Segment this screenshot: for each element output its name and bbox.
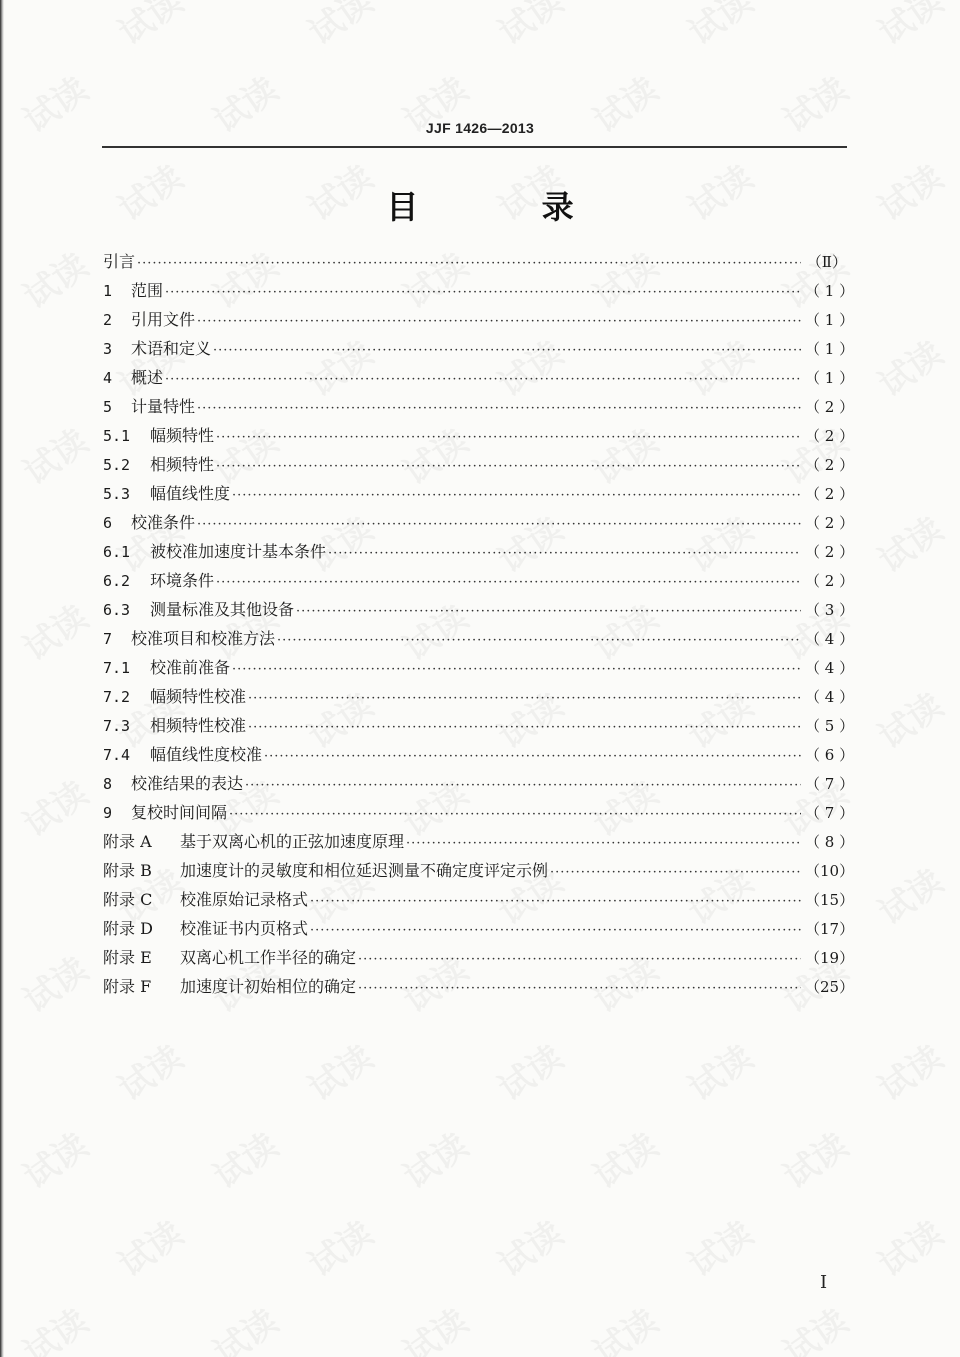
toc-entry[interactable] [103,626,855,655]
toc-entry-page: （ 6 ） [805,746,855,764]
toc-entry-title: 幅值线性度校准 [150,745,263,764]
dot-leader [358,981,801,996]
toc-entry-number: 8 [103,775,113,793]
toc-entry-page: （ 3 ） [805,601,855,619]
toc-entry-page: （ 7 ） [805,804,855,822]
dot-leader [248,720,801,735]
toc-entry-number: 7.2 [103,688,131,706]
toc-entry[interactable] [103,655,855,684]
toc-entry-title: 校准项目和校准方法 [131,629,276,648]
toc-entry-title: 复校时间间隔 [131,803,228,822]
toc-entry-title: 范围 [131,281,164,300]
dot-leader [264,749,801,764]
toc-entry[interactable] [103,858,855,887]
toc-entry[interactable] [103,336,855,365]
page-number: I [820,1272,828,1293]
toc-entry-number: 2 [103,311,113,329]
watermark-text [582,1295,666,1357]
toc-entry[interactable] [103,249,847,278]
dot-leader [310,894,801,909]
dot-leader [245,778,801,793]
dot-leader [229,807,801,822]
toc-entry-page: （ 1 ） [805,340,855,358]
dot-leader [358,952,801,967]
watermark-text [297,1031,381,1110]
toc-entry[interactable] [103,829,855,858]
watermark-text [772,1295,856,1357]
watermark-text [297,1207,381,1286]
dot-leader [137,256,801,271]
toc-entry[interactable] [103,452,855,481]
toc-entry-page: （ 2 ） [805,398,855,416]
toc-entry[interactable] [103,539,855,568]
toc-entry-page: （ 2 ） [805,572,855,590]
toc-entry-title: 相频特性 [150,455,215,474]
toc-entry-page: （ 5 ） [805,717,855,735]
watermark-text [867,855,951,934]
watermark-text [677,0,761,54]
dot-leader [248,691,801,706]
toc-entry-title: 校准证书内页格式 [180,919,309,938]
toc-entry-page: （ 2 ） [805,485,855,503]
dot-leader [296,604,801,619]
watermark-text [867,1031,951,1110]
dot-leader [232,488,801,503]
watermark-text [297,0,381,54]
watermark-text [677,1031,761,1110]
toc-entry[interactable] [103,916,855,945]
page-title: 目 录 [386,188,630,226]
dot-leader [277,633,801,648]
toc-entry-page: （ 1 ） [805,282,855,300]
toc-entry-number: 7 [103,630,113,648]
dot-leader [310,923,801,938]
toc-entry-page: （ 2 ） [805,514,855,532]
toc-entry-page: （ 4 ） [805,630,855,648]
dot-leader [216,430,801,445]
dot-leader [197,517,801,532]
toc-entry-number: 6.3 [103,601,131,619]
toc-entry-title: 校准原始记录格式 [180,890,309,909]
watermark-text [202,1295,286,1357]
toc-entry-title: 加速度计初始相位的确定 [180,977,357,996]
toc-entry-title: 概述 [131,368,164,387]
toc-entry-number: 4 [103,369,113,387]
toc-entry-number: 1 [103,282,113,300]
toc-entry-title: 校准条件 [131,513,196,532]
toc-entry[interactable] [103,365,855,394]
dot-leader [213,343,801,358]
toc-entry[interactable] [103,597,855,626]
toc-entry-page: （Ⅱ） [806,253,847,271]
toc-entry-title: 校准前准备 [150,658,231,677]
toc-entry[interactable] [103,887,855,916]
toc-entry-page: （ 8 ） [805,833,855,851]
toc-entry-title: 环境条件 [150,571,215,590]
watermark-text [867,679,951,758]
toc-entry[interactable] [103,307,855,336]
toc-entry-number: 9 [103,804,113,822]
toc-entry-number: 3 [103,340,113,358]
watermark-text [12,1119,96,1198]
toc-entry-page: （10） [805,862,855,880]
toc-entry-title: 相频特性校准 [150,716,247,735]
toc-entry[interactable] [103,945,855,974]
dot-leader [165,372,801,387]
toc-entry-title: 校准结果的表达 [131,774,244,793]
table-of-contents [103,249,855,1003]
toc-entry-number: 6 [103,514,113,532]
dot-leader [550,865,801,880]
toc-entry-number: 附录 C [103,890,153,909]
toc-entry-number: 附录 F [103,977,152,996]
toc-entry-page: （ 4 ） [805,688,855,706]
watermark-text [12,1295,96,1357]
watermark-text [582,1119,666,1198]
toc-entry-number: 6.2 [103,572,131,590]
toc-entry[interactable] [103,481,855,510]
watermark-text [487,1207,571,1286]
toc-entry-title: 基于双离心机的正弦加速度原理 [180,832,405,851]
toc-entry-number: 7.3 [103,717,131,735]
watermark-text [772,1119,856,1198]
watermark-text [867,1207,951,1286]
toc-entry-number: 5.3 [103,485,131,503]
toc-entry[interactable] [103,974,855,1003]
toc-entry[interactable] [103,394,855,423]
standard-code-header: JJF 1426—2013 [425,120,535,136]
toc-entry[interactable] [103,742,855,771]
watermark-text [867,503,951,582]
toc-entry-page: （ 2 ） [805,427,855,445]
toc-entry-number: 5.1 [103,427,131,445]
toc-entry-page: （ 7 ） [805,775,855,793]
toc-entry-number: 5 [103,398,113,416]
header-divider [102,146,847,148]
toc-entry-number: 5.2 [103,456,131,474]
toc-entry-page: （25） [805,978,855,996]
toc-entry[interactable] [103,684,855,713]
dot-leader [165,285,801,300]
toc-entry-page: （19） [805,949,855,967]
toc-entry-title: 加速度计的灵敏度和相位延迟测量不确定度评定示例 [180,861,549,880]
watermark-text [867,0,951,54]
watermark-text [12,591,96,670]
toc-entry-title: 术语和定义 [131,339,212,358]
toc-entry-page: （ 4 ） [805,659,855,677]
watermark-text [677,1207,761,1286]
watermark-text [12,239,96,318]
dot-leader [232,662,801,677]
toc-entry-title: 幅频特性 [150,426,215,445]
toc-entry-title: 幅值线性度 [150,484,231,503]
toc-entry-title: 幅频特性校准 [150,687,247,706]
toc-entry[interactable] [103,771,855,800]
toc-entry-number: 附录 E [103,948,152,967]
toc-entry-number: 附录 B [103,861,152,880]
watermark-text [392,1295,476,1357]
toc-entry[interactable] [103,278,855,307]
watermark-text [107,0,191,54]
dot-leader [197,401,801,416]
toc-entry-title: 引言 [103,252,136,271]
toc-entry-number: 附录 D [103,919,153,938]
toc-entry[interactable] [103,510,855,539]
watermark-text [12,943,96,1022]
toc-entry-number: 7.1 [103,659,131,677]
dot-leader [328,546,801,561]
toc-entry-title: 引用文件 [131,310,196,329]
toc-entry[interactable] [103,423,855,452]
toc-entry[interactable] [103,713,855,742]
watermark-text [107,1207,191,1286]
watermark-text [107,1031,191,1110]
dot-leader [216,575,801,590]
toc-entry[interactable] [103,568,855,597]
toc-entry-title: 双离心机工作半径的确定 [180,948,357,967]
watermark-text [392,1119,476,1198]
toc-entry-page: （ 1 ） [805,369,855,387]
watermark-text [12,415,96,494]
toc-entry-page: （15） [805,891,855,909]
toc-entry-page: （17） [805,920,855,938]
toc-entry-number: 附录 A [103,832,152,851]
watermark-text [867,327,951,406]
toc-entry-number: 6.1 [103,543,131,561]
toc-entry-page: （ 2 ） [805,543,855,561]
watermark-text [487,0,571,54]
toc-entry-page: （ 1 ） [805,311,855,329]
watermark-text [12,767,96,846]
toc-entry-title: 被校准加速度计基本条件 [150,542,327,561]
dot-leader [216,459,801,474]
watermark-text [202,1119,286,1198]
dot-leader [197,314,801,329]
toc-entry-page: （ 2 ） [805,456,855,474]
toc-entry[interactable] [103,800,855,829]
toc-entry-title: 计量特性 [131,397,196,416]
watermark-text [487,1031,571,1110]
dot-leader [406,836,801,851]
toc-entry-number: 7.4 [103,746,131,764]
toc-entry-title: 测量标准及其他设备 [150,600,295,619]
